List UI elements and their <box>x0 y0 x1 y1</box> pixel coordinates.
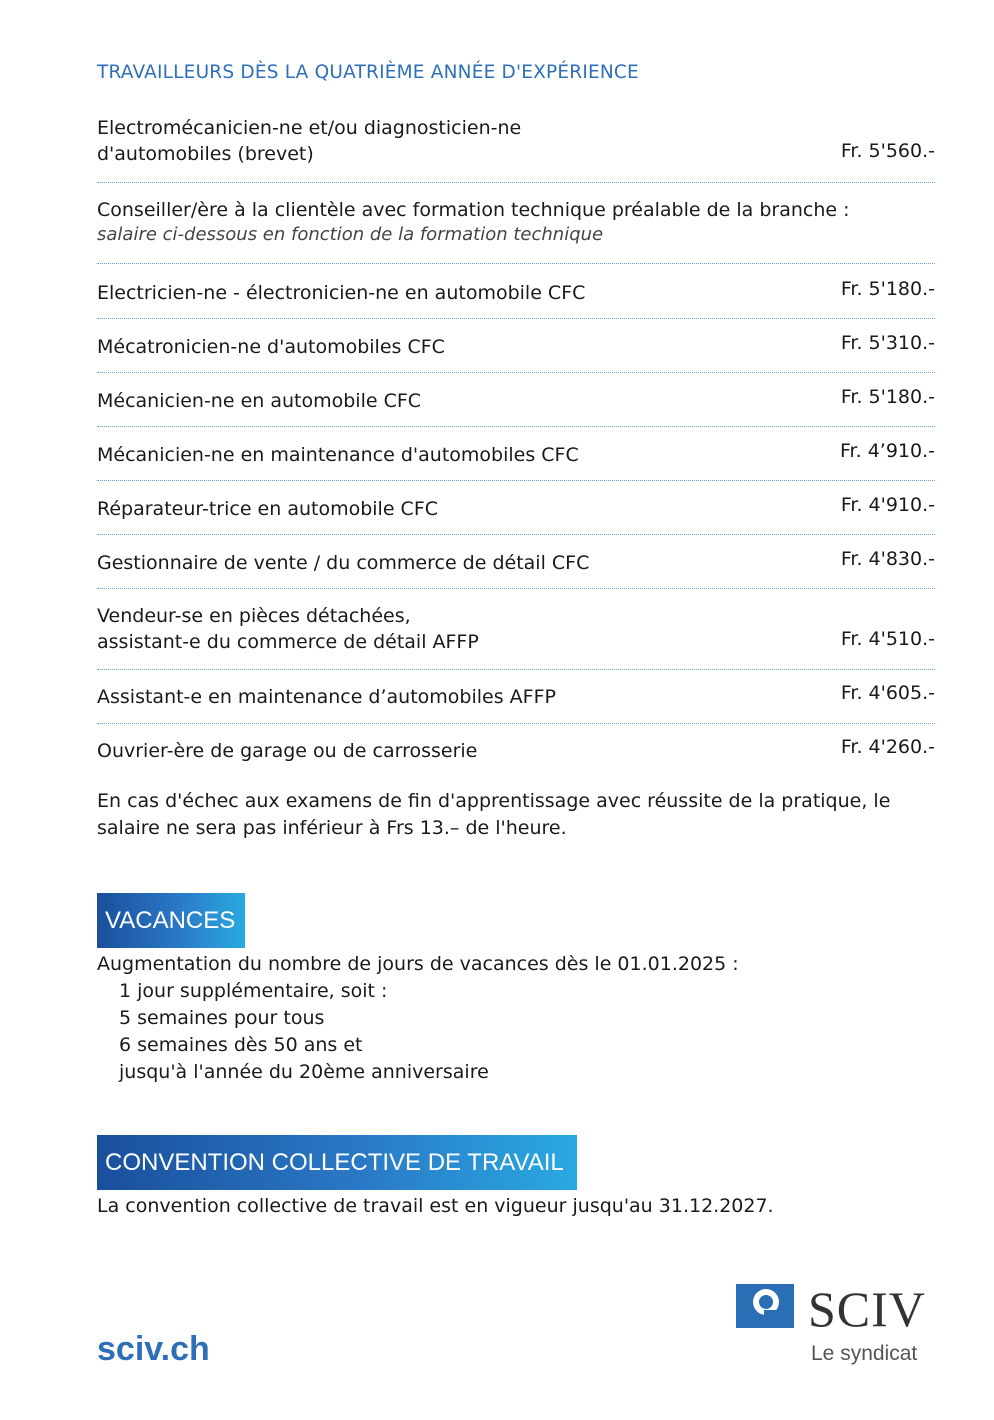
salary-amount: Fr. 4'605.- <box>840 682 935 704</box>
salary-row <box>97 106 935 183</box>
job-label: Gestionnaire de vente / du commerce de détail CFC <box>97 552 590 574</box>
salary-amount: Fr. 4'510.- <box>840 628 935 650</box>
section-title: TRAVAILLEURS DÈS LA QUATRIÈME ANNÉE D'EXPÉRIENCE <box>97 62 639 83</box>
job-label: Mécanicien-ne en automobile CFC <box>97 390 422 412</box>
vacances-line: 1 jour supplémentaire, soit : <box>119 980 388 1002</box>
apprenticeship-note: En cas d'échec aux examens de fin d'apprentissage avec réussite de la pratique, le salaire ne sera pas inférieur à Frs 13.– de l'heure. <box>97 790 891 839</box>
vacances-intro: Augmentation du nombre de jours de vacances dès le 01.01.2025 : <box>97 953 739 975</box>
sciv-logo-icon <box>736 1280 796 1330</box>
salary-amount: Fr. 5'180.- <box>840 278 935 300</box>
job-label: Mécatronicien-ne d'automobiles CFC <box>97 336 445 358</box>
salary-row <box>97 670 935 724</box>
salary-row <box>97 373 935 427</box>
vacances-line: jusqu'à l'année du 20ème anniversaire <box>119 1061 489 1083</box>
job-label: Assistant-e en maintenance d’automobiles AFFP <box>97 686 556 708</box>
job-label: Electricien-ne - électronicien-ne en automobile CFC <box>97 282 586 304</box>
salary-row <box>97 481 935 535</box>
salary-amount: Fr. 4’910.- <box>840 440 935 462</box>
job-label: Ouvrier-ère de garage ou de carrosserie <box>97 740 478 762</box>
vacances-heading: VACANCES <box>97 893 245 948</box>
logo-tagline: Le syndicat <box>811 1342 918 1365</box>
vacances-text <box>97 951 739 1086</box>
salary-amount: Fr. 5'560.- <box>840 140 935 162</box>
job-label: Réparateur-trice en automobile CFC <box>97 498 439 520</box>
job-label: Electromécanicien-ne et/ou diagnosticien-ne d'automobiles (brevet) <box>97 117 522 165</box>
salary-row <box>97 319 935 373</box>
salary-row <box>97 535 935 589</box>
job-label: Vendeur-se en pièces détachées, assistant-e du commerce de détail AFFP <box>97 605 479 653</box>
salary-amount: Fr. 4'260.- <box>840 736 935 758</box>
cct-text: La convention collective de travail est en vigueur jusqu'au 31.12.2027. <box>97 1195 774 1217</box>
logo-name: SCIV <box>808 1281 926 1337</box>
salary-row <box>97 264 935 319</box>
salary-row <box>97 724 935 778</box>
salary-amount: Fr. 4'830.- <box>840 548 935 570</box>
job-label: Conseiller/ère à la clientèle avec formation technique préalable de la branche : salaire ci-dessous en fonction de la formation technique <box>97 183 935 247</box>
job-label: Mécanicien-ne en maintenance d'automobiles CFC <box>97 444 579 466</box>
cct-heading: CONVENTION COLLECTIVE DE TRAVAIL <box>97 1135 577 1190</box>
job-sublabel: salaire ci-dessous en fonction de la formation technique <box>97 224 604 245</box>
salary-row <box>97 427 935 481</box>
salary-amount: Fr. 5'180.- <box>840 386 935 408</box>
salary-table <box>97 106 935 778</box>
vacances-line: 5 semaines pour tous <box>119 1007 325 1029</box>
website-link[interactable]: sciv.ch <box>97 1330 210 1368</box>
salary-amount: Fr. 4'910.- <box>840 494 935 516</box>
sciv-logo <box>736 1278 936 1373</box>
salary-row <box>97 589 935 670</box>
salary-amount: Fr. 5'310.- <box>840 332 935 354</box>
salary-row <box>97 183 935 264</box>
vacances-line: 6 semaines dès 50 ans et <box>119 1034 363 1056</box>
